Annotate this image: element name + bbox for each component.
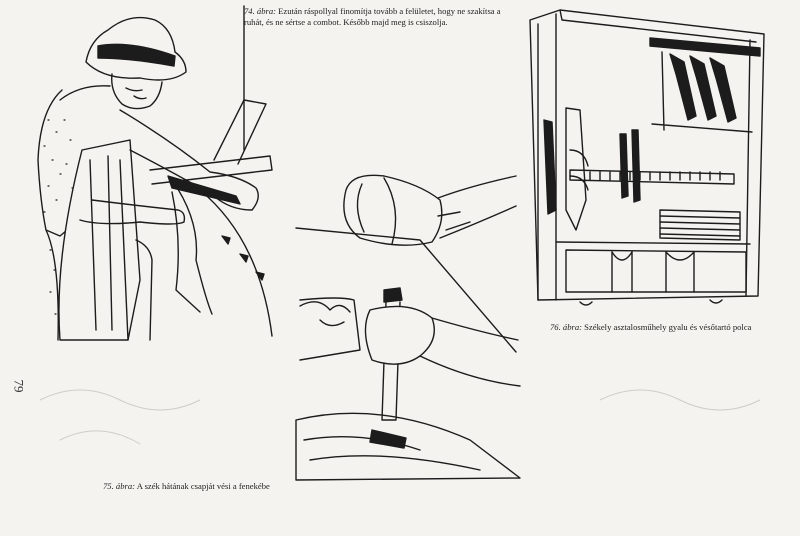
figure-76-text: Székely asztalosműhely gyalu és vésőtartó polca [584,322,752,332]
figure-74-text: Ezután ráspollyal finomítja tovább a felületet, hogy ne szakítsa a ruhát, és ne sértse a combot. Később majd meg is csiszolja. [244,6,501,27]
figure-75-caption [103,481,303,492]
figure-74-label: 74. ábra: [244,6,276,16]
page-number: 79 [11,379,27,393]
figure-75-chisel-drawing [296,175,520,480]
figure-74-caption [244,6,514,28]
figure-76-caption [550,322,790,333]
figure-75-text: A szék hátának csapját vési a fenekébe [136,481,270,491]
figure-76-label: 76. ábra: [550,322,582,332]
figure-74-craftsman-drawing [38,6,272,340]
figure-75-label: 75. ábra: [103,481,135,491]
figure-76-toolrack-drawing [530,10,764,305]
